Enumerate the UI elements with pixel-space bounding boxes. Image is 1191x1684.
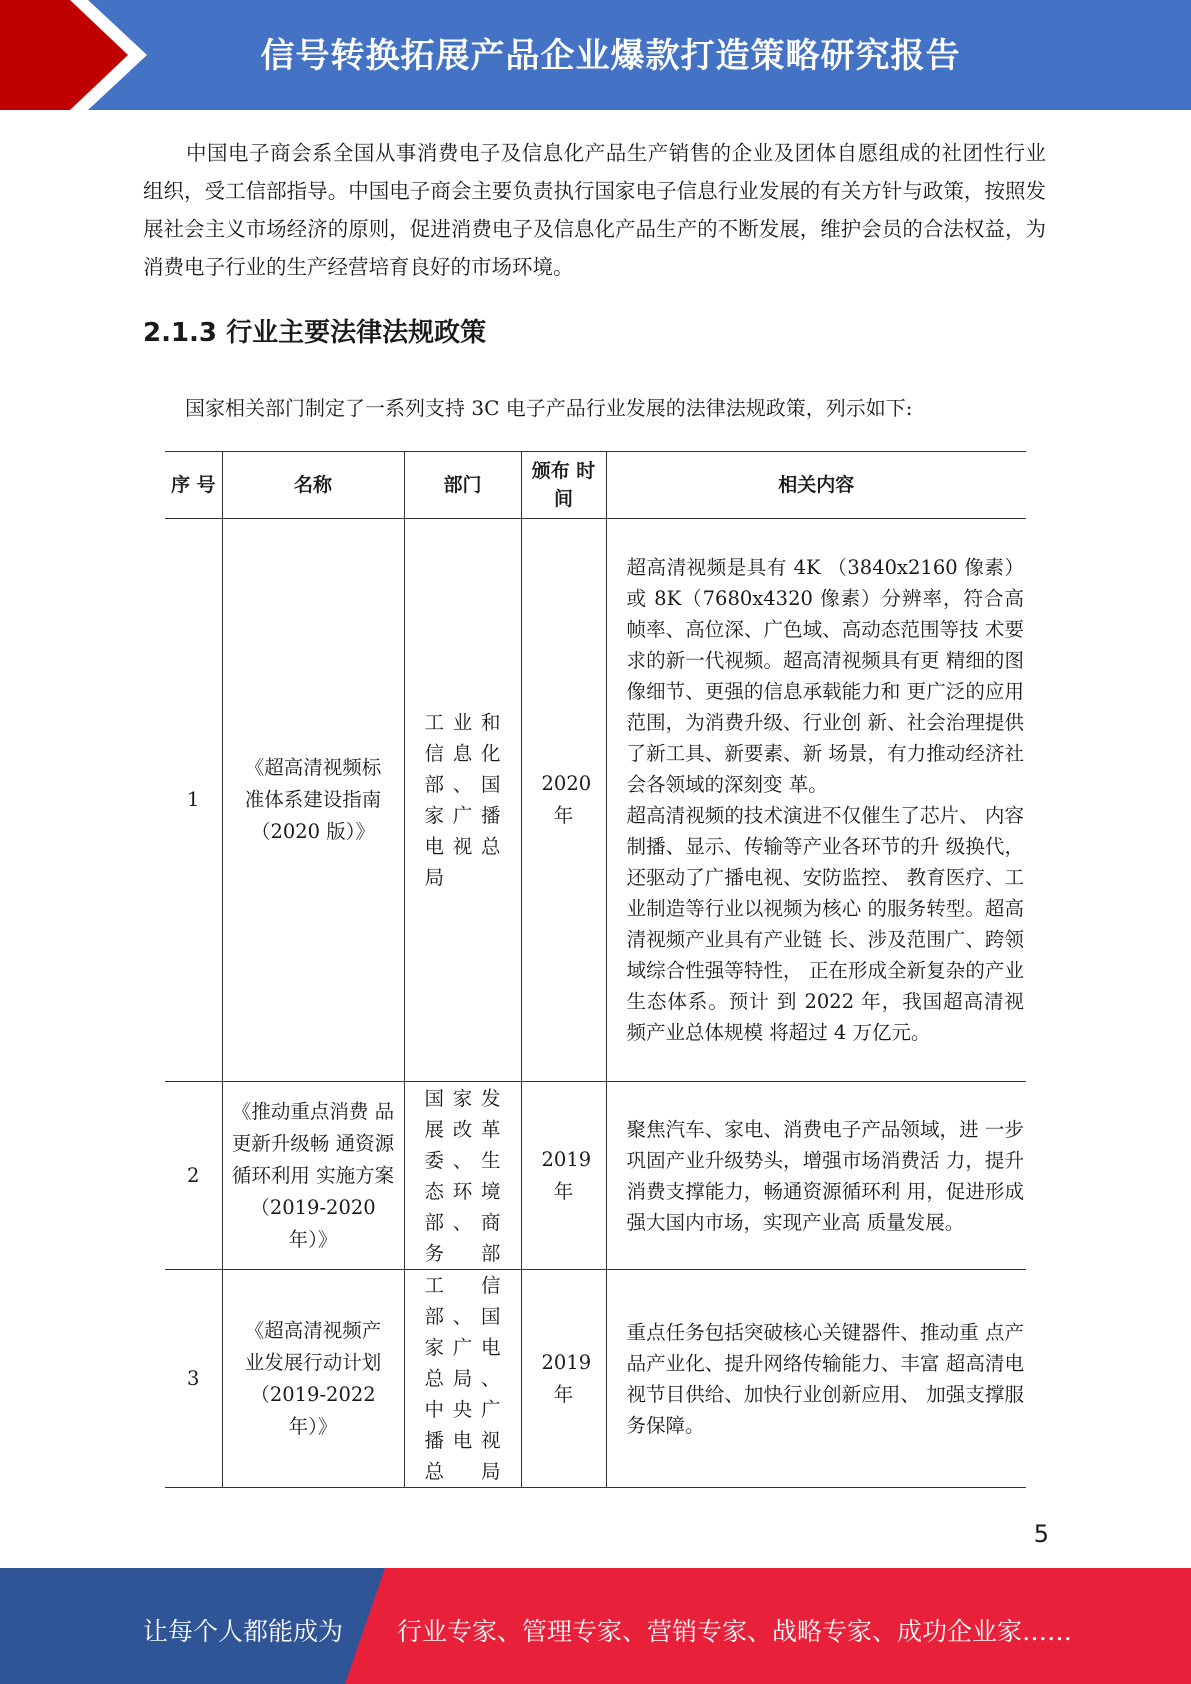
header-name: 名称 (222, 452, 404, 519)
footer-slogan-right: 行业专家、管理专家、营销专家、战略专家、成功企业家…… (397, 1617, 1073, 1646)
row-content-para: 重点任务包括突破核心关键器件、推动重 点产品产业化、提升网络传输能力、丰富 超高清电视节目供给、加快行业创新应用、 加强支撑服务保障。 (626, 1320, 1024, 1437)
table-row (165, 1082, 1026, 1270)
report-title: 信号转换拓展产品企业爆款打造策略研究报告 (260, 36, 961, 76)
row-date: 2019 年 (521, 1270, 606, 1488)
section-heading: 2.1.3 行业主要法律法规政策 (143, 318, 487, 348)
table-header-row (165, 452, 1026, 519)
header-dept: 部门 (404, 452, 521, 519)
header-date: 颁布 时间 (521, 452, 606, 519)
row-no: 3 (165, 1270, 222, 1488)
row-content-para: 超高清视频是具有 4K （3840x2160 像素）或 8K（7680x4320 像素）分辨率，符合高 帧率、高位深、广色域、高动态范围等技 术要求的新一代视频。超高清视频具有更 精细的图像细节、更强的信息承载能力和 更广泛的应用范围，为消费升级、行业创 新、社会治理提供了新工具、新要素、新 场景，有力推动经济社会各领域的深刻变 革。 (626, 556, 1024, 796)
header-no: 序 号 (165, 452, 222, 519)
footer-slogan-left: 让每个人都能成为 (143, 1617, 344, 1646)
row-content (606, 1082, 1026, 1270)
table-row (165, 1270, 1026, 1488)
row-dept: 工业和信息化部、国家广播电视总局 (404, 519, 521, 1082)
page-header (0, 0, 1191, 110)
row-no: 1 (165, 519, 222, 1082)
row-no: 2 (165, 1082, 222, 1270)
table-intro: 国家相关部门制定了一系列支持 3C 电子产品行业发展的法律法规政策，列示如下: (185, 396, 913, 420)
row-date: 2019 年 (521, 1082, 606, 1270)
row-dept: 工信部、国家广电总局、中央广播电视总局 (404, 1270, 521, 1488)
policy-table (165, 451, 1026, 1488)
intro-paragraph: 中国电子商会系全国从事消费电子及信息化产品生产销售的企业及团体自愿组成的社团性行业组织，受工信部指导。中国电子商会主要负责执行国家电子信息行业发展的有关方针与政策，按照发展社会主义市场经济的原则，促进消费电子及信息化产品生产的不断发展，维护会员的合法权益，为消费电子行业的生产经营培育良好的市场环境。 (143, 141, 1046, 279)
row-date: 2020 年 (521, 519, 606, 1082)
table-row (165, 519, 1026, 1082)
row-content (606, 519, 1026, 1082)
row-name: 《超高清视频产业发展行动计划（2019-2022 年）》 (222, 1270, 404, 1488)
row-content-para: 聚焦汽车、家电、消费电子产品领域，进 一步巩固产业升级势头，增强市场消费活 力，提升消费支撑能力，畅通资源循环利 用，促进形成强大国内市场，实现产业高 质量发展。 (626, 1117, 1024, 1234)
header-content: 相关内容 (606, 452, 1026, 519)
row-content-para: 超高清视频的技术演进不仅催生了芯片、 内容制播、显示、传输等产业各环节的升 级换代，还驱动了广播电视、安防监控、 教育医疗、工业制造等行业以视频为核心 的服务转型。超高清视频产业具有产业链 长、涉及范围广、跨领域综合性强等特性， 正在形成全新复杂的产业生态体系。预计 到 2022 年，我国超高清视频产业总体规模 将超过 4 万亿元。 (626, 804, 1024, 1044)
row-name: 《超高清视频标准体系建设指南（2020 版）》 (222, 519, 404, 1082)
page-footer (0, 1568, 1191, 1684)
row-name: 《推动重点消费 品更新升级畅 通资源循环利用 实施方案（2019-2020 年）》 (222, 1082, 404, 1270)
row-dept: 国家发展改革委、生态环境部、商务部 (404, 1082, 521, 1270)
row-content (606, 1270, 1026, 1488)
page-number: 5 (1033, 1520, 1049, 1548)
